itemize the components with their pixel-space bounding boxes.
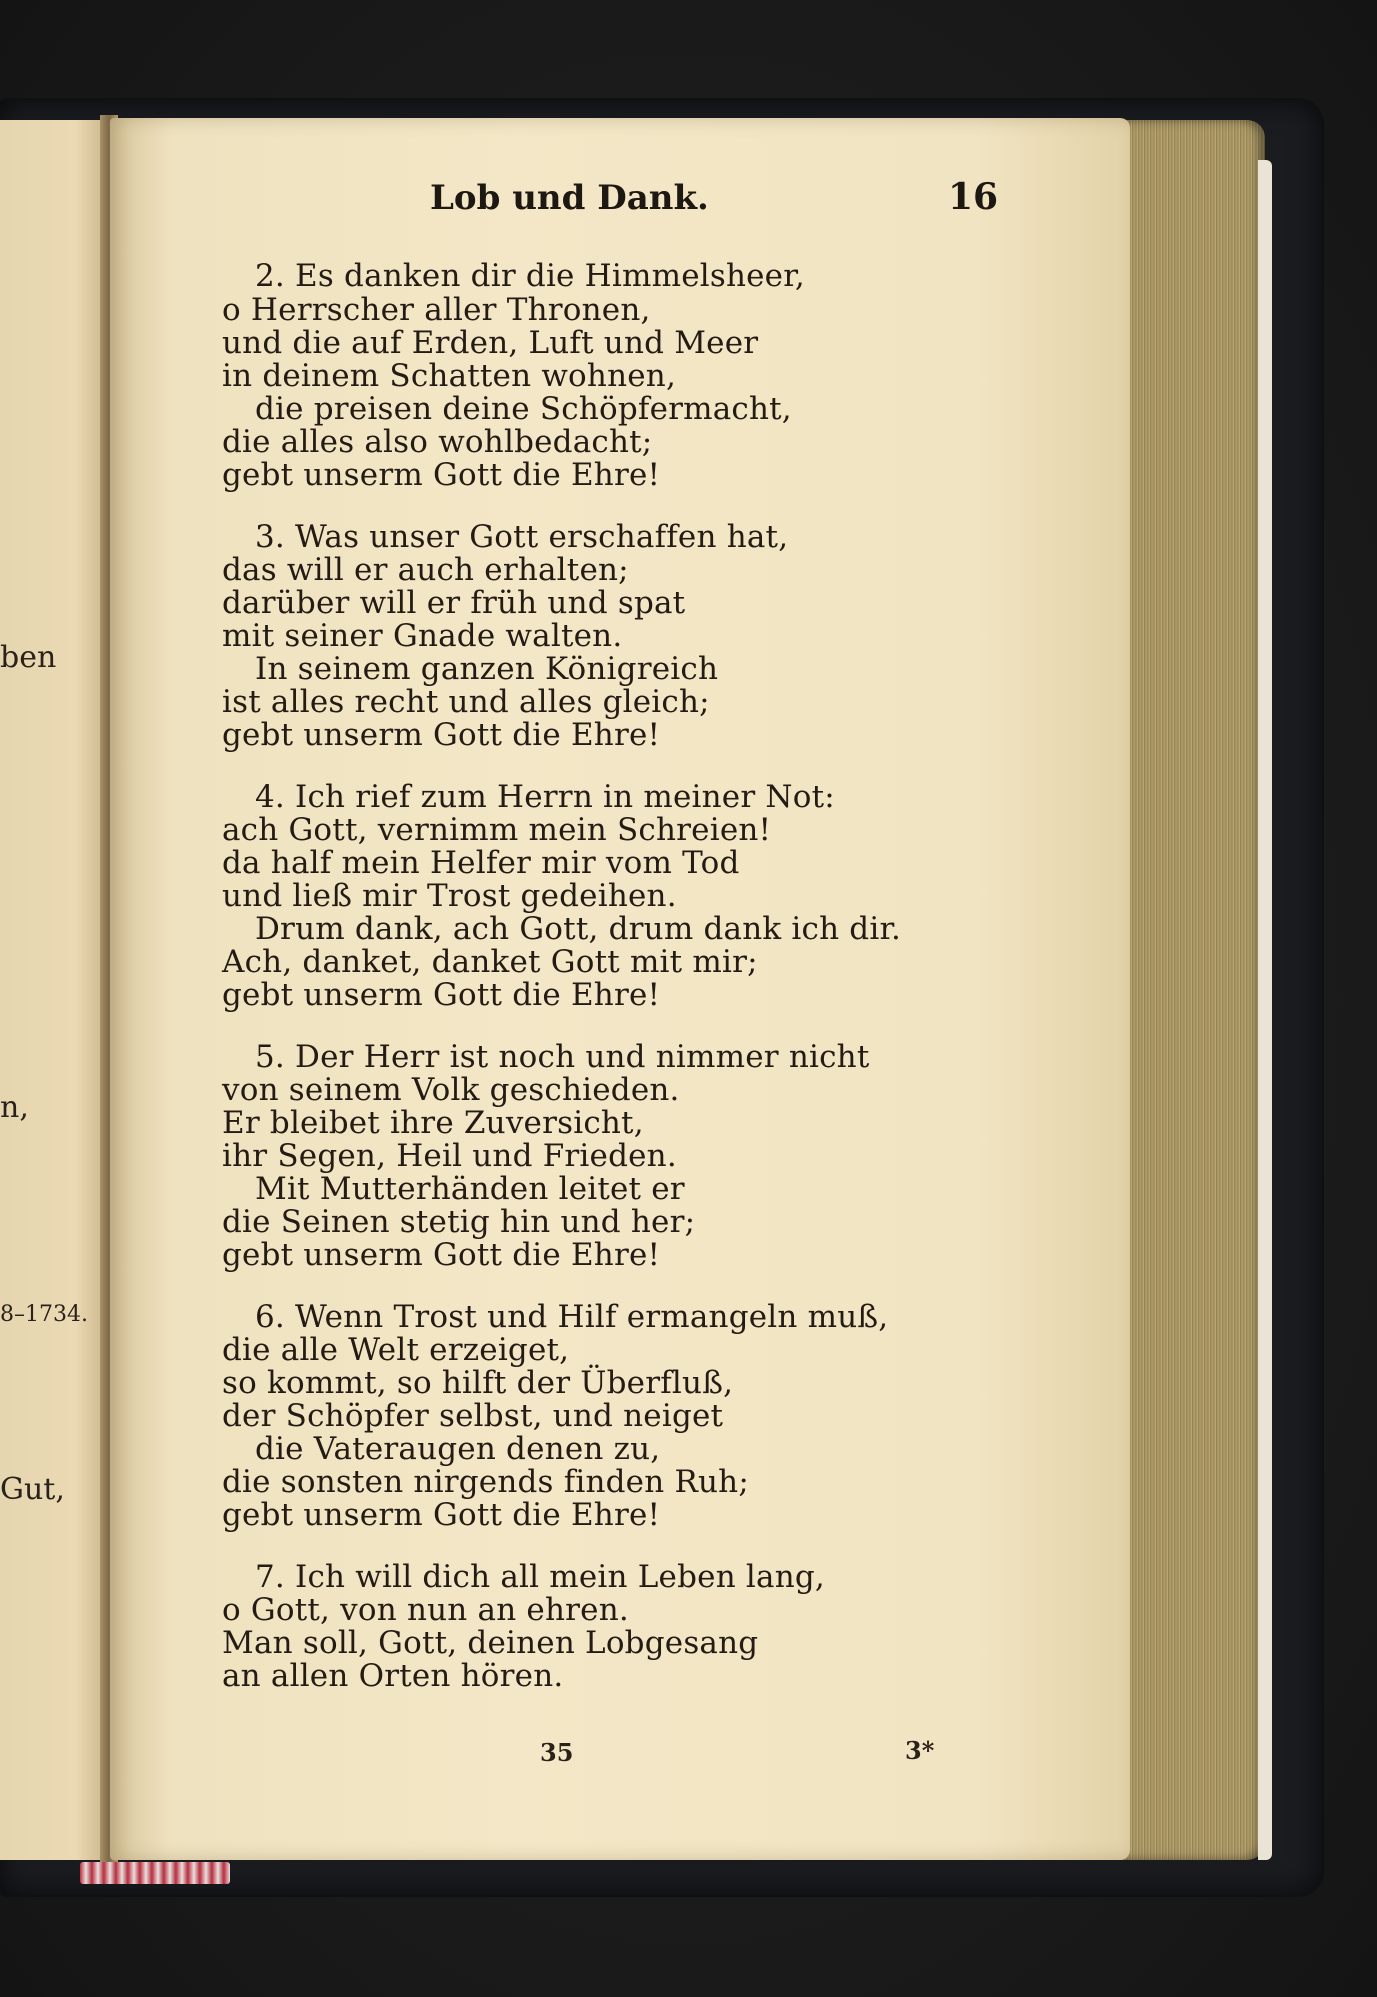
verse-line: darüber will er früh und spat — [222, 585, 686, 621]
left-page — [0, 120, 108, 1860]
verse-line: die sonsten nirgends finden Ruh; — [222, 1464, 749, 1500]
verse-line: gebt unserm Gott die Ehre! — [222, 1237, 661, 1273]
page-edges — [1120, 120, 1265, 1860]
verse-line: 7. Ich will dich all mein Leben lang, — [255, 1559, 825, 1595]
page-edges-light — [1258, 160, 1272, 1860]
verse-line: gebt unserm Gott die Ehre! — [222, 457, 661, 493]
verse-line: Man soll, Gott, deinen Lobgesang — [222, 1625, 759, 1661]
left-page-fragment: ben — [0, 640, 57, 675]
verse-line: Drum dank, ach Gott, drum dank ich dir. — [255, 911, 902, 947]
verse-line: ist alles recht und alles gleich; — [222, 684, 710, 720]
left-page-fragment: n, — [0, 1090, 29, 1125]
hymn-text — [110, 118, 1130, 1860]
verse-line: mit seiner Gnade walten. — [222, 618, 623, 654]
verse-line: 3. Was unser Gott erschaffen hat, — [255, 519, 789, 555]
verse-line: in deinem Schatten wohnen, — [222, 358, 677, 394]
page-number: 35 — [540, 1738, 574, 1767]
verse-line: In seinem ganzen Königreich — [255, 651, 719, 687]
verse-line: und die auf Erden, Luft und Meer — [222, 325, 759, 361]
verse-line: an allen Orten hören. — [222, 1658, 564, 1694]
verse-line: ihr Segen, Heil und Frieden. — [222, 1138, 677, 1174]
verse-line: die Seinen stetig hin und her; — [222, 1204, 696, 1240]
verse-line: o Gott, von nun an ehren. — [222, 1592, 629, 1628]
verse-line: Er bleibet ihre Zuversicht, — [222, 1105, 644, 1141]
verse-line: die alles also wohlbedacht; — [222, 424, 653, 460]
verse-line: 4. Ich rief zum Herrn in meiner Not: — [255, 779, 835, 815]
signature-mark: 3* — [905, 1736, 935, 1765]
verse-line: ach Gott, vernimm mein Schreien! — [222, 812, 772, 848]
verse-line: gebt unserm Gott die Ehre! — [222, 1497, 661, 1533]
verse-line: gebt unserm Gott die Ehre! — [222, 717, 661, 753]
verse-line: von seinem Volk geschieden. — [222, 1072, 680, 1108]
bookmark-ribbon — [80, 1862, 230, 1884]
hymn-page — [110, 118, 1130, 1860]
verse-line: 2. Es danken dir die Himmelsheer, — [255, 258, 805, 294]
left-page-fragment: Gut, — [0, 1472, 65, 1507]
verse-line: Mit Mutterhänden leitet er — [255, 1171, 685, 1207]
verse-line: das will er auch erhalten; — [222, 552, 629, 588]
hymn-number: 16 — [948, 176, 999, 218]
verse-line: die alle Welt erzeiget, — [222, 1332, 570, 1368]
verse-line: da half mein Helfer mir vom Tod — [222, 845, 740, 881]
verse-line: so kommt, so hilft der Überfluß, — [222, 1365, 734, 1401]
verse-line: 6. Wenn Trost und Hilf ermangeln muß, — [255, 1299, 889, 1335]
page-header-title: Lob und Dank. — [430, 178, 709, 218]
left-page-fragment: 8–1734. — [0, 1302, 88, 1327]
verse-line: der Schöpfer selbst, und neiget — [222, 1398, 724, 1434]
verse-line: Ach, danket, danket Gott mit mir; — [222, 944, 758, 980]
verse-line: und ließ mir Trost gedeihen. — [222, 878, 677, 914]
verse-line: die Vateraugen denen zu, — [255, 1431, 661, 1467]
verse-line: o Herrscher aller Thronen, — [222, 292, 651, 328]
verse-line: 5. Der Herr ist noch und nimmer nicht — [255, 1039, 870, 1075]
verse-line: gebt unserm Gott die Ehre! — [222, 977, 661, 1013]
verse-line: die preisen deine Schöpfermacht, — [255, 391, 792, 427]
